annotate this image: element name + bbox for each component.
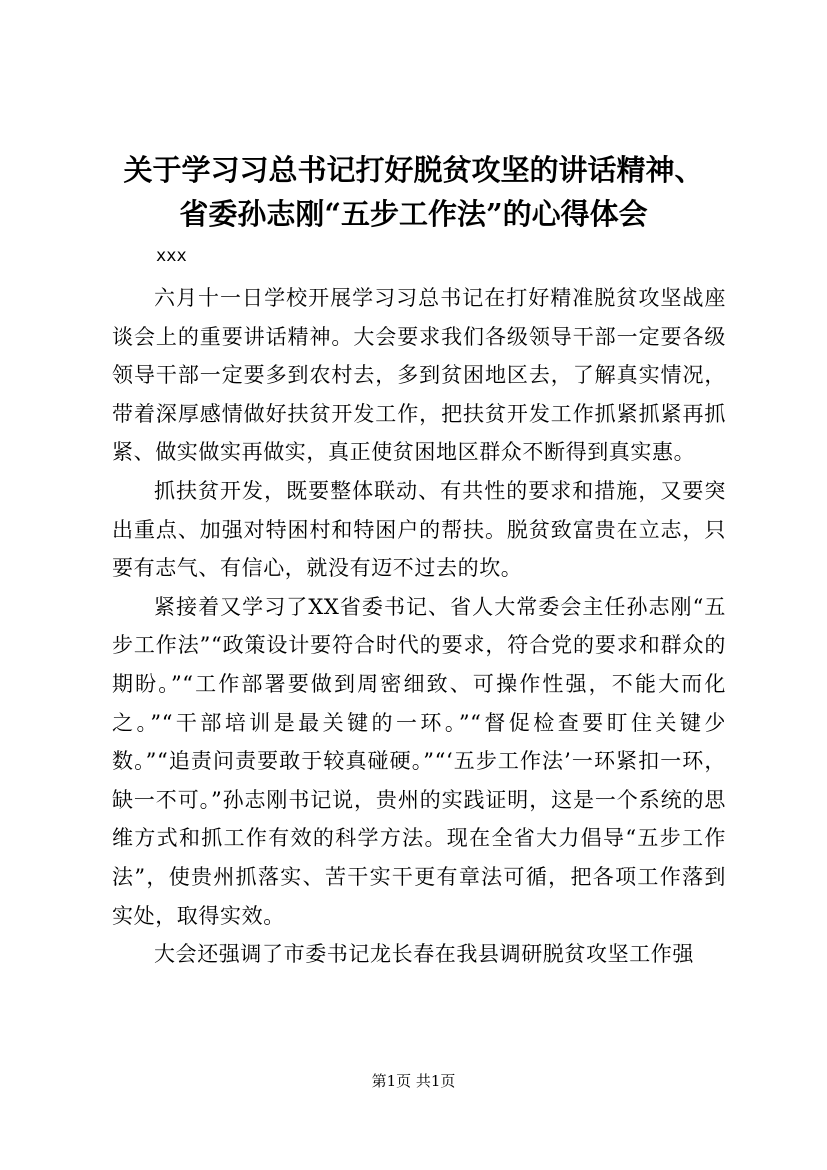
document-body (112, 279, 726, 974)
paragraph-2: 抓扶贫开发，既要整体联动、有共性的要求和措施，又要突出重点、加强对特困村和特困户的帮扶。脱贫致富贵在立志，只要有志气、有信心，就没有迈不过去的坎。 (112, 478, 726, 581)
paragraph-1: 六月十一日学校开展学习习总书记在打好精准脱贫攻坚战座谈会上的重要讲话精神。大会要求我们各级领导干部一定要各级领导干部一定要多到农村去，多到贫困地区去，了解真实情况，带着深厚感情做好扶贫开发工作，把扶贫开发工作抓紧抓紧再抓紧、做实做实再做实，真正使贫困地区群众不断得到真实惠。 (112, 286, 726, 465)
document-title-line1: 关于学习习总书记打好脱贫攻坚的讲话精神、 (123, 153, 704, 187)
paragraph-4: 大会还强调了市委书记龙长春在我县调研脱贫攻坚工作强 (154, 942, 694, 967)
document-title-line2: 省委孙志刚“五步工作法”的心得体会 (179, 197, 648, 231)
author-name: xxx (156, 246, 187, 266)
page-footer: 第1页 共1页 (371, 1072, 456, 1090)
paragraph-3: 紧接着又学习了XX省委书记、省人大常委会主任孙志刚“五步工作法”“政策设计要符合时代的要求，符合党的要求和群众的期盼。”“工作部署要做到周密细致、可操作性强，不能大而化之。”“干部培训是最关键的一环。”“督促检查要盯住关键少数。”“追责问责要敢于较真碰硬。”“‘五步工作法’一环紧扣一环，缺一不可。”孙志刚书记说，贵州的实践证明，这是一个系统的思维方式和抓工作有效的科学方法。现在全省大力倡导“五步工作法”，使贵州抓落实、苦干实干更有章法可循，把各项工作落到实处，取得实效。 (112, 594, 726, 928)
